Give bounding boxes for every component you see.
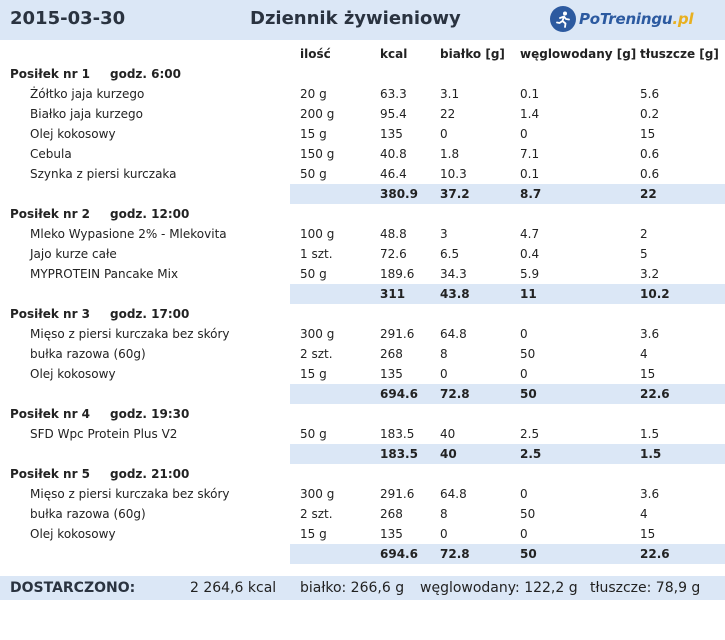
food-item-row — [0, 224, 725, 244]
food-name: bułka razowa (60g) — [30, 347, 146, 361]
food-carbs: 0 — [520, 367, 528, 381]
food-carbs: 1.4 — [520, 107, 540, 121]
food-protein: 64.8 — [440, 327, 467, 341]
total-kcal: 380.9 — [380, 187, 418, 201]
food-protein: 34.3 — [440, 267, 467, 281]
meal-table — [0, 44, 725, 564]
col-carbs-header: węglowodany [g] — [520, 47, 637, 61]
food-fat: 15 — [640, 527, 656, 541]
food-kcal: 95.4 — [380, 107, 407, 121]
total-fat: 22.6 — [640, 387, 670, 401]
total-fat: 22.6 — [640, 547, 670, 561]
food-item-row — [0, 104, 725, 124]
food-protein: 1.8 — [440, 147, 460, 161]
food-kcal: 291.6 — [380, 487, 415, 501]
total-carbs: 8.7 — [520, 187, 542, 201]
meal-time: godz. 19:30 — [110, 407, 190, 421]
food-item-row — [0, 524, 725, 544]
food-item-row — [0, 324, 725, 344]
food-name: Cebula — [30, 147, 72, 161]
total-carbs: 2.5 — [520, 447, 542, 461]
food-kcal: 46.4 — [380, 167, 407, 181]
food-fat: 3.2 — [640, 267, 660, 281]
food-fat: 2 — [640, 227, 648, 241]
food-fat: 0.6 — [640, 167, 660, 181]
meal-time: godz. 21:00 — [110, 467, 190, 481]
meal-header — [0, 64, 725, 84]
food-item-row — [0, 264, 725, 284]
food-fat: 3.6 — [640, 487, 660, 501]
food-name: Mleko Wypasione 2% - Mlekovita — [30, 227, 227, 241]
food-qty: 50 g — [300, 267, 327, 281]
food-name: Olej kokosowy — [30, 367, 116, 381]
food-kcal: 135 — [380, 127, 403, 141]
food-protein: 8 — [440, 347, 448, 361]
food-carbs: 0.1 — [520, 87, 540, 101]
food-name: Szynka z piersi kurczaka — [30, 167, 177, 181]
food-kcal: 135 — [380, 527, 403, 541]
food-fat: 3.6 — [640, 327, 660, 341]
meal-name: Posiłek nr 1 — [10, 67, 91, 81]
total-protein: 72.8 — [440, 547, 470, 561]
total-kcal: 311 — [380, 287, 406, 301]
total-carbs: 50 — [520, 547, 537, 561]
food-kcal: 268 — [380, 507, 403, 521]
column-header-row — [0, 44, 725, 64]
food-qty: 300 g — [300, 487, 335, 501]
food-carbs: 0.4 — [520, 247, 540, 261]
summary-protein: białko: 266,6 g — [300, 580, 405, 596]
food-protein: 10.3 — [440, 167, 467, 181]
total-fat: 1.5 — [640, 447, 662, 461]
potreningu-logo[interactable] — [550, 4, 693, 34]
food-carbs: 0 — [520, 527, 528, 541]
food-carbs: 5.9 — [520, 267, 540, 281]
total-protein: 72.8 — [440, 387, 470, 401]
meal-header — [0, 464, 725, 484]
food-kcal: 63.3 — [380, 87, 407, 101]
col-qty-header: ilość — [300, 47, 331, 61]
summary-fat: tłuszcze: 78,9 g — [590, 580, 701, 596]
total-protein: 40 — [440, 447, 457, 461]
col-protein-header: białko [g] — [440, 47, 505, 61]
food-fat: 15 — [640, 367, 656, 381]
meal-name: Posiłek nr 4 — [10, 407, 91, 421]
food-qty: 200 g — [300, 107, 335, 121]
meal-total-row — [0, 444, 725, 464]
food-protein: 22 — [440, 107, 456, 121]
food-item-row — [0, 144, 725, 164]
food-fat: 5.6 — [640, 87, 660, 101]
food-protein: 8 — [440, 507, 448, 521]
meal-name: Posiłek nr 3 — [10, 307, 91, 321]
food-kcal: 268 — [380, 347, 403, 361]
food-kcal: 183.5 — [380, 427, 415, 441]
total-kcal: 183.5 — [380, 447, 418, 461]
food-protein: 40 — [440, 427, 456, 441]
meal-time: godz. 17:00 — [110, 307, 190, 321]
food-name: Mięso z piersi kurczaka bez skóry — [30, 487, 230, 501]
meal-name: Posiłek nr 2 — [10, 207, 91, 221]
meal-time: godz. 12:00 — [110, 207, 190, 221]
meal-time: godz. 6:00 — [110, 67, 181, 81]
food-item-row — [0, 424, 725, 444]
food-qty: 2 szt. — [300, 347, 333, 361]
runner-icon — [550, 6, 576, 32]
food-kcal: 48.8 — [380, 227, 407, 241]
meal-total-row — [0, 384, 725, 404]
meal-name: Posiłek nr 5 — [10, 467, 91, 481]
summary-carbs: węglowodany: 122,2 g — [420, 580, 578, 596]
food-qty: 300 g — [300, 327, 335, 341]
food-qty: 1 szt. — [300, 247, 333, 261]
food-protein: 0 — [440, 367, 448, 381]
total-protein: 37.2 — [440, 187, 470, 201]
food-name: Żółtko jaja kurzego — [30, 87, 145, 101]
col-kcal-header: kcal — [380, 47, 408, 61]
col-fat-header: tłuszcze [g] — [640, 47, 719, 61]
food-carbs: 0 — [520, 327, 528, 341]
food-kcal: 189.6 — [380, 267, 415, 281]
food-item-row — [0, 84, 725, 104]
food-name: bułka razowa (60g) — [30, 507, 146, 521]
food-qty: 50 g — [300, 167, 327, 181]
food-fat: 0.2 — [640, 107, 660, 121]
food-fat: 1.5 — [640, 427, 660, 441]
food-name: Jajo kurze całe — [30, 247, 117, 261]
food-qty: 20 g — [300, 87, 327, 101]
meal-total-row — [0, 544, 725, 564]
food-kcal: 40.8 — [380, 147, 407, 161]
meal-total-row — [0, 184, 725, 204]
food-fat: 15 — [640, 127, 656, 141]
food-item-row — [0, 364, 725, 384]
meal-header — [0, 404, 725, 424]
food-name: Olej kokosowy — [30, 527, 116, 541]
total-kcal: 694.6 — [380, 547, 418, 561]
food-protein: 3.1 — [440, 87, 460, 101]
meal-total-row — [0, 284, 725, 304]
total-fat: 22 — [640, 187, 657, 201]
food-protein: 64.8 — [440, 487, 467, 501]
food-protein: 3 — [440, 227, 448, 241]
food-fat: 5 — [640, 247, 648, 261]
food-name: Białko jaja kurzego — [30, 107, 143, 121]
food-qty: 15 g — [300, 367, 327, 381]
food-name: SFD Wpc Protein Plus V2 — [30, 427, 178, 441]
food-carbs: 50 — [520, 347, 536, 361]
food-kcal: 135 — [380, 367, 403, 381]
meal-header — [0, 204, 725, 224]
food-qty: 15 g — [300, 127, 327, 141]
meal-total-highlight — [290, 184, 725, 204]
food-fat: 4 — [640, 507, 648, 521]
food-item-row — [0, 244, 725, 264]
logo-wordmark: PoTreningu.pl — [579, 10, 694, 28]
food-kcal: 72.6 — [380, 247, 407, 261]
total-carbs: 11 — [520, 287, 537, 301]
food-name: Olej kokosowy — [30, 127, 116, 141]
food-carbs: 0.1 — [520, 167, 540, 181]
food-item-row — [0, 484, 725, 504]
food-name: Mięso z piersi kurczaka bez skóry — [30, 327, 230, 341]
food-kcal: 291.6 — [380, 327, 415, 341]
daily-summary-bar — [0, 576, 725, 600]
food-carbs: 4.7 — [520, 227, 540, 241]
food-qty: 50 g — [300, 427, 327, 441]
diary-date: 2015-03-30 — [10, 8, 126, 29]
food-protein: 0 — [440, 527, 448, 541]
food-carbs: 0 — [520, 127, 528, 141]
food-qty: 15 g — [300, 527, 327, 541]
total-kcal: 694.6 — [380, 387, 418, 401]
food-name: MYPROTEIN Pancake Mix — [30, 267, 179, 281]
food-fat: 4 — [640, 347, 648, 361]
food-carbs: 2.5 — [520, 427, 540, 441]
summary-kcal: 2 264,6 kcal — [190, 580, 277, 596]
food-protein: 0 — [440, 127, 448, 141]
summary-label: DOSTARCZONO: — [10, 580, 136, 596]
food-qty: 150 g — [300, 147, 335, 161]
food-carbs: 0 — [520, 487, 528, 501]
food-item-row — [0, 344, 725, 364]
total-protein: 43.8 — [440, 287, 470, 301]
food-item-row — [0, 504, 725, 524]
header-bar — [0, 0, 725, 40]
food-carbs: 7.1 — [520, 147, 540, 161]
total-fat: 10.2 — [640, 287, 670, 301]
food-fat: 0.6 — [640, 147, 660, 161]
food-protein: 6.5 — [440, 247, 460, 261]
food-qty: 2 szt. — [300, 507, 333, 521]
food-item-row — [0, 164, 725, 184]
food-item-row — [0, 124, 725, 144]
total-carbs: 50 — [520, 387, 537, 401]
food-qty: 100 g — [300, 227, 335, 241]
page-title: Dziennik żywieniowy — [250, 8, 461, 29]
meal-header — [0, 304, 725, 324]
food-carbs: 50 — [520, 507, 536, 521]
